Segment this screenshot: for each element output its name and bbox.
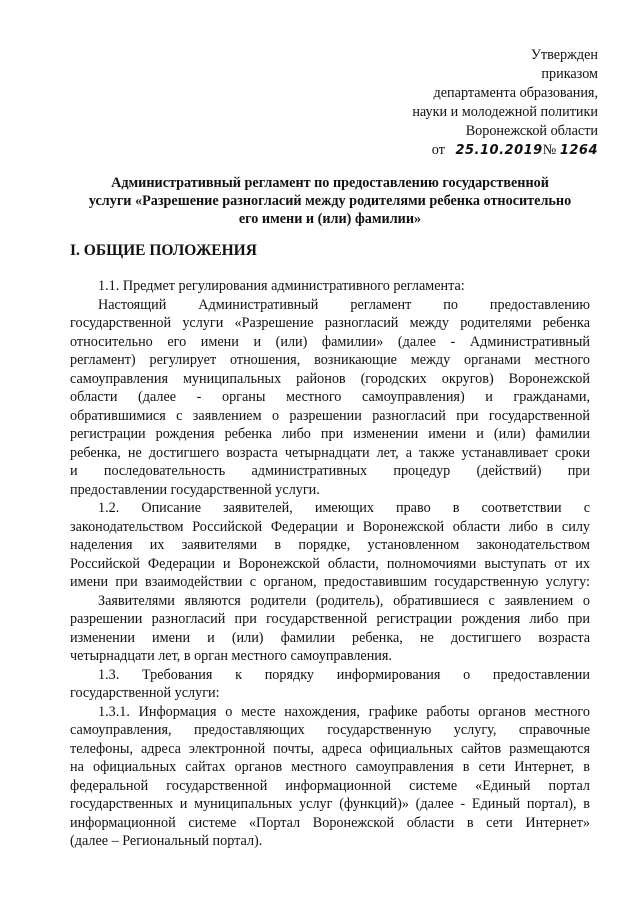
approval-line: Воронежской области bbox=[465, 123, 598, 139]
body-line: государственной услуги: bbox=[70, 685, 220, 701]
number-label: № bbox=[542, 142, 557, 158]
body-line: предоставлении государственной услуги. bbox=[70, 481, 320, 498]
body-line: на официальных сайтах органов местного самоуправления в сети Интернет, в bbox=[70, 759, 590, 775]
handwritten-number: 1264 bbox=[559, 143, 598, 158]
approval-line: Утвержден bbox=[530, 47, 598, 63]
body-line: законодательством Российской Федерации и Воронежской области либо в силу bbox=[70, 518, 590, 535]
body-line: имени при взаимодействии с органом, предоставившим государственную услугу: bbox=[70, 574, 590, 590]
approval-stamp-block bbox=[328, 46, 598, 160]
body-line: четырнадцати лет, в орган местного самоуправления. bbox=[70, 648, 392, 664]
body-line: наделения их заявителями в порядке, установленном законодательством bbox=[70, 537, 590, 553]
body-line: и последовательность административных процедур (действий) при bbox=[70, 463, 590, 479]
body-line: ребенка, не достигшего возраста четырнадцати лет, а также устанавливает сроки bbox=[70, 444, 590, 461]
body-line: 1.1. Предмет регулирования административного регламента: bbox=[98, 278, 465, 294]
body-line: Настоящий Административный регламент по предоставлению bbox=[98, 296, 590, 313]
body-line: федеральной государственной информационной системе «Единый портал bbox=[70, 777, 590, 794]
document-body bbox=[70, 277, 590, 851]
body-line: государственных и муниципальных услуг (функций)» (далее - Единый портал), в bbox=[70, 796, 590, 812]
from-label: от bbox=[431, 142, 445, 158]
body-line: телефоны, адреса электронной почты, адреса официальных сайтов размещаются bbox=[70, 740, 590, 757]
approval-line: приказом bbox=[541, 66, 598, 82]
body-line: Российской Федерации и Воронежской области, полномочиями выступать от их bbox=[70, 555, 590, 572]
handwritten-date: 25.10.2019 bbox=[455, 143, 543, 158]
body-line: 1.3. Требования к порядку информирования о предоставлении bbox=[98, 666, 590, 683]
approval-line: науки и молодежной политики bbox=[412, 104, 598, 120]
title-line: его имени и (или) фамилии» bbox=[238, 211, 422, 227]
body-line: разрешении разногласий при государственной регистрации рождения либо при bbox=[70, 611, 590, 627]
approval-line: департамента образования, bbox=[433, 85, 598, 101]
body-line: информационной системе «Портал Воронежской области в сети Интернет» bbox=[70, 814, 590, 831]
title-line: услуги «Разрешение разногласий между родителями ребенка относительно bbox=[88, 193, 572, 209]
body-line: самоуправления, предоставляющих государственную услугу, справочные bbox=[70, 722, 590, 738]
body-line: государственной услуги «Разрешение разногласий между родителями ребенка bbox=[70, 315, 590, 331]
body-line: 1.3.1. Информация о месте нахождения, графике работы органов местного bbox=[98, 703, 590, 720]
body-line: регистрации рождения ребенка либо при изменении имени и (или) фамилии bbox=[70, 426, 590, 442]
body-line: 1.2. Описание заявителей, имеющих право в соответствии с bbox=[98, 500, 590, 516]
document-title bbox=[70, 174, 590, 228]
body-line: относительно его имени и (или) фамилии» (далее - Административный bbox=[70, 333, 590, 350]
approval-date-line bbox=[328, 141, 598, 160]
body-line: изменении имени и (или) фамилии ребенка, не достигшего возраста bbox=[70, 629, 590, 646]
body-line: обратившимися с заявлением о разрешении разногласий при государственной bbox=[70, 407, 590, 424]
body-line: (далее – Региональный портал). bbox=[70, 833, 263, 849]
title-line: Административный регламент по предоставлению государственной bbox=[111, 175, 549, 191]
body-line: области (далее - органы местного самоуправления) и гражданами, bbox=[70, 389, 590, 405]
body-line: самоуправления муниципальных районов (городских округов) Воронежской bbox=[70, 370, 590, 387]
body-line: регламент) регулирует отношения, возникающие между органами местного bbox=[70, 352, 590, 368]
body-line: Заявителями являются родители (родитель), обратившиеся с заявлением о bbox=[98, 592, 590, 609]
section-heading: I. ОБЩИЕ ПОЛОЖЕНИЯ bbox=[70, 242, 257, 259]
